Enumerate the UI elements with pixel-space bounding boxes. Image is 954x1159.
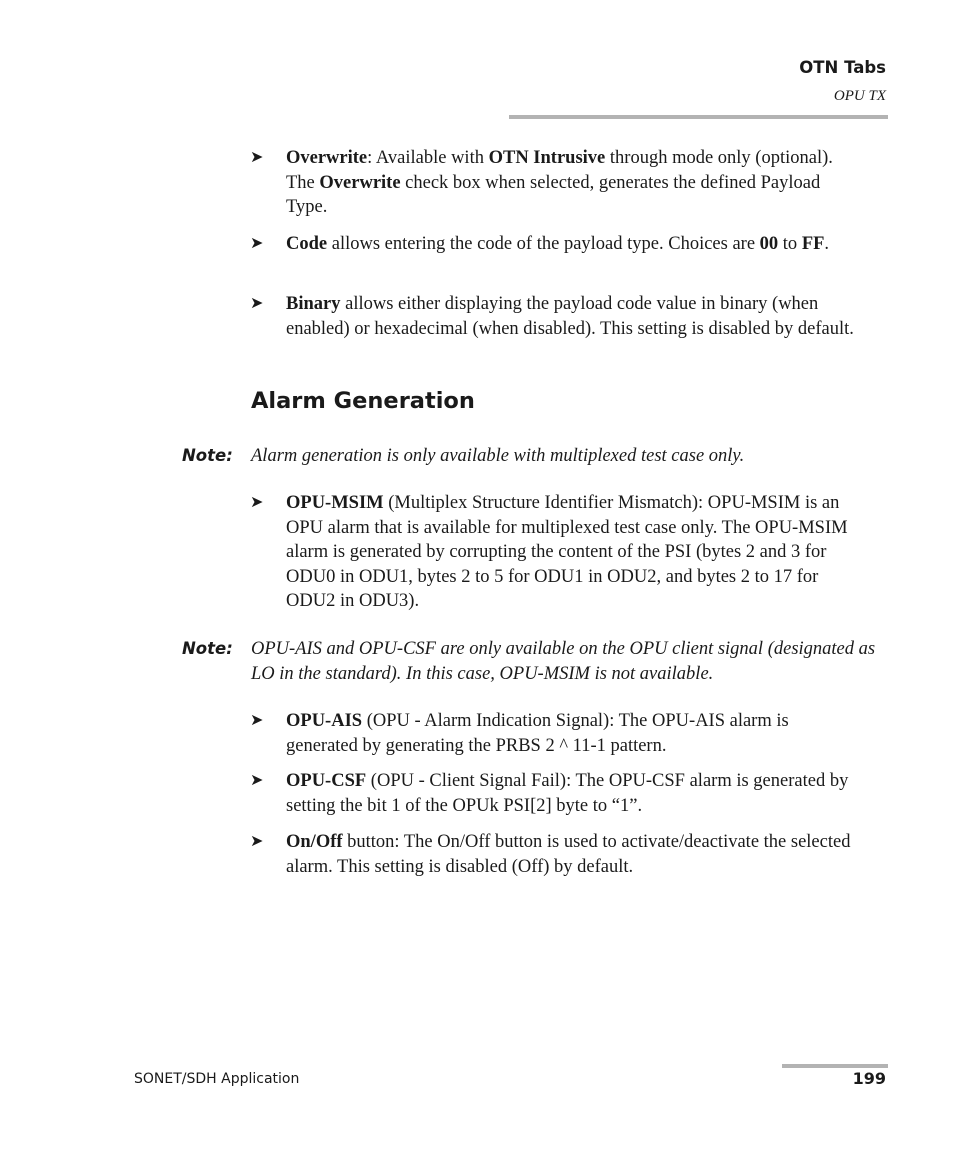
list-item-opu-ais: ➤ OPU-AIS (OPU - Alarm Indication Signal): The OPU-AIS alarm is generated by generating the PRBS 2 ^ 11-1 pattern. — [250, 711, 789, 756]
arrowhead-icon: ➤ — [250, 772, 264, 789]
term: Code — [286, 234, 328, 254]
note-alarm-generation — [182, 444, 892, 469]
note-text: OPU-AIS and OPU-CSF are only available on the OPU client signal (designated as LO in the standard). In this case, OPU-MSIM is not available. — [251, 639, 876, 684]
term: OPU-CSF — [286, 771, 367, 791]
footer-rule — [782, 1064, 888, 1068]
note-label: Note: — [182, 446, 233, 465]
term: On/Off — [286, 832, 343, 852]
arrowhead-icon: ➤ — [250, 494, 264, 511]
note-text: Alarm generation is only available with multiplexed test case only. — [251, 446, 745, 466]
term: Binary — [286, 294, 341, 314]
section-title: Alarm Generation — [251, 388, 475, 414]
page-number: 199 — [852, 1069, 886, 1088]
arrowhead-icon: ➤ — [250, 235, 264, 252]
note-label: Note: — [182, 639, 233, 658]
arrowhead-icon: ➤ — [250, 295, 264, 312]
list-item-overwrite: ➤ Overwrite: Available with OTN Intrusive through mode only (optional). The Overwrite check box when selected, generates the defined Payload Type. — [250, 148, 833, 217]
list-item-opu-csf: ➤ OPU-CSF (OPU - Client Signal Fail): The OPU-CSF alarm is generated by setting the bit 1 of the OPUk PSI[2] byte to “1”. — [250, 771, 849, 816]
footer-title: SONET/SDH Application — [134, 1071, 300, 1087]
note-opu-ais-csf — [182, 637, 892, 686]
header-rule — [509, 115, 888, 119]
running-header-title: OTN Tabs — [799, 58, 886, 77]
list-item-binary: ➤ Binary allows either displaying the payload code value in binary (when enabled) or hexadecimal (when disabled). This setting is disabled by default. — [250, 294, 854, 339]
running-header-subtitle: OPU TX — [833, 88, 886, 104]
term: OPU-AIS — [286, 711, 363, 731]
arrowhead-icon: ➤ — [250, 712, 264, 729]
arrowhead-icon: ➤ — [250, 833, 264, 850]
list-item-code: ➤ Code allows entering the code of the payload type. Choices are 00 to FF. — [250, 232, 860, 257]
term: Overwrite — [286, 148, 368, 168]
arrowhead-icon: ➤ — [250, 149, 264, 166]
list-item-opu-msim: ➤ OPU-MSIM (Multiplex Structure Identifier Mismatch): OPU-MSIM is an OPU alarm that is available for multiplexed test case only. The OPU-MSIM alarm is generated by corrupting the content of the PSI (bytes 2 and 3 for ODU0 in ODU1, bytes 2 to 5 for ODU1 in ODU2, and bytes 2 to 17 for ODU2 in ODU3). — [250, 493, 848, 611]
list-item-on-off: ➤ On/Off button: The On/Off button is used to activate/deactivate the selected alarm. This setting is disabled (Off) by default. — [250, 832, 851, 877]
term: OPU-MSIM — [286, 493, 384, 513]
